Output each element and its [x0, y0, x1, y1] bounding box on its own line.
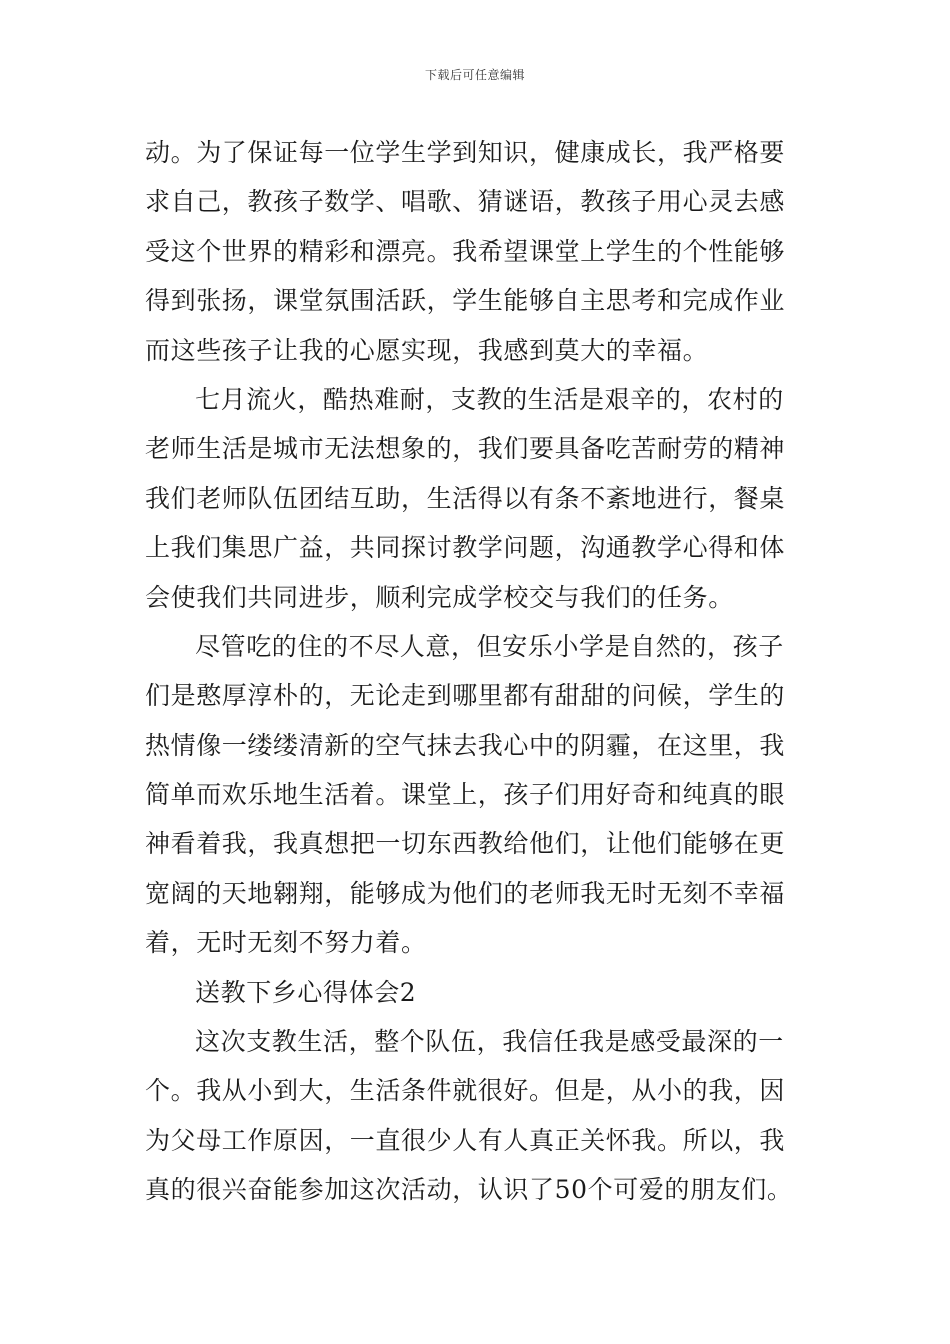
- text-line: 会使我们共同进步，顺利完成学校交与我们的任务。: [145, 582, 734, 612]
- text-line: 个。我从小到大，生活条件就很好。但是，从小的我，因: [145, 1076, 786, 1106]
- text-line: 尽管吃的住的不尽人意，但安乐小学是自然的，孩子: [195, 631, 784, 661]
- text-line: 神看着我，我真想把一切东西教给他们，让他们能够在更: [145, 829, 786, 859]
- text-line: 七月流火，酷热难耐，支教的生活是艰辛的，农村的: [195, 384, 784, 414]
- text-line: 们是憨厚淳朴的，无论走到哪里都有甜甜的问候，学生的: [145, 681, 786, 711]
- text-line: 为父母工作原因，一直很少人有人真正关怀我。所以，我: [145, 1125, 786, 1155]
- text-line: 受这个世界的精彩和漂亮。我希望课堂上学生的个性能够: [145, 236, 786, 266]
- text-line: 得到张扬，课堂氛围活跃，学生能够自主思考和完成作业: [145, 286, 786, 316]
- text-line: 热情像一缕缕清新的空气抹去我心中的阴霾，在这里，我: [145, 730, 786, 760]
- text-line: 我们老师队伍团结互助，生活得以有条不紊地进行，餐桌: [145, 483, 786, 513]
- text-line: 宽阔的天地翱翔，能够成为他们的老师我无时无刻不幸福: [145, 878, 786, 908]
- page-header-note: 下载后可任意编辑: [424, 68, 525, 82]
- text-line: 上我们集思广益，共同探讨教学问题，沟通教学心得和体: [145, 533, 786, 563]
- text-line: 送教下乡心得体会2: [195, 977, 417, 1007]
- text-line: 真的很兴奋能参加这次活动，认识了50个可爱的朋友们。: [145, 1175, 793, 1205]
- text-line: 着，无时无刻不努力着。: [145, 928, 427, 958]
- text-line: 求自己，教孩子数学、唱歌、猜谜语，教孩子用心灵去感: [145, 187, 786, 217]
- text-line: 而这些孩子让我的心愿实现，我感到莫大的幸福。: [145, 335, 709, 365]
- text-line: 简单而欢乐地生活着。课堂上，孩子们用好奇和纯真的眼: [145, 780, 786, 810]
- document-body: [145, 128, 810, 1215]
- text-line: 老师生活是城市无法想象的，我们要具备吃苦耐劳的精神: [145, 434, 786, 464]
- text-line: 动。为了保证每一位学生学到知识，健康成长，我严格要: [145, 138, 786, 167]
- text-line: 这次支教生活，整个队伍，我信任我是感受最深的一: [195, 1027, 784, 1057]
